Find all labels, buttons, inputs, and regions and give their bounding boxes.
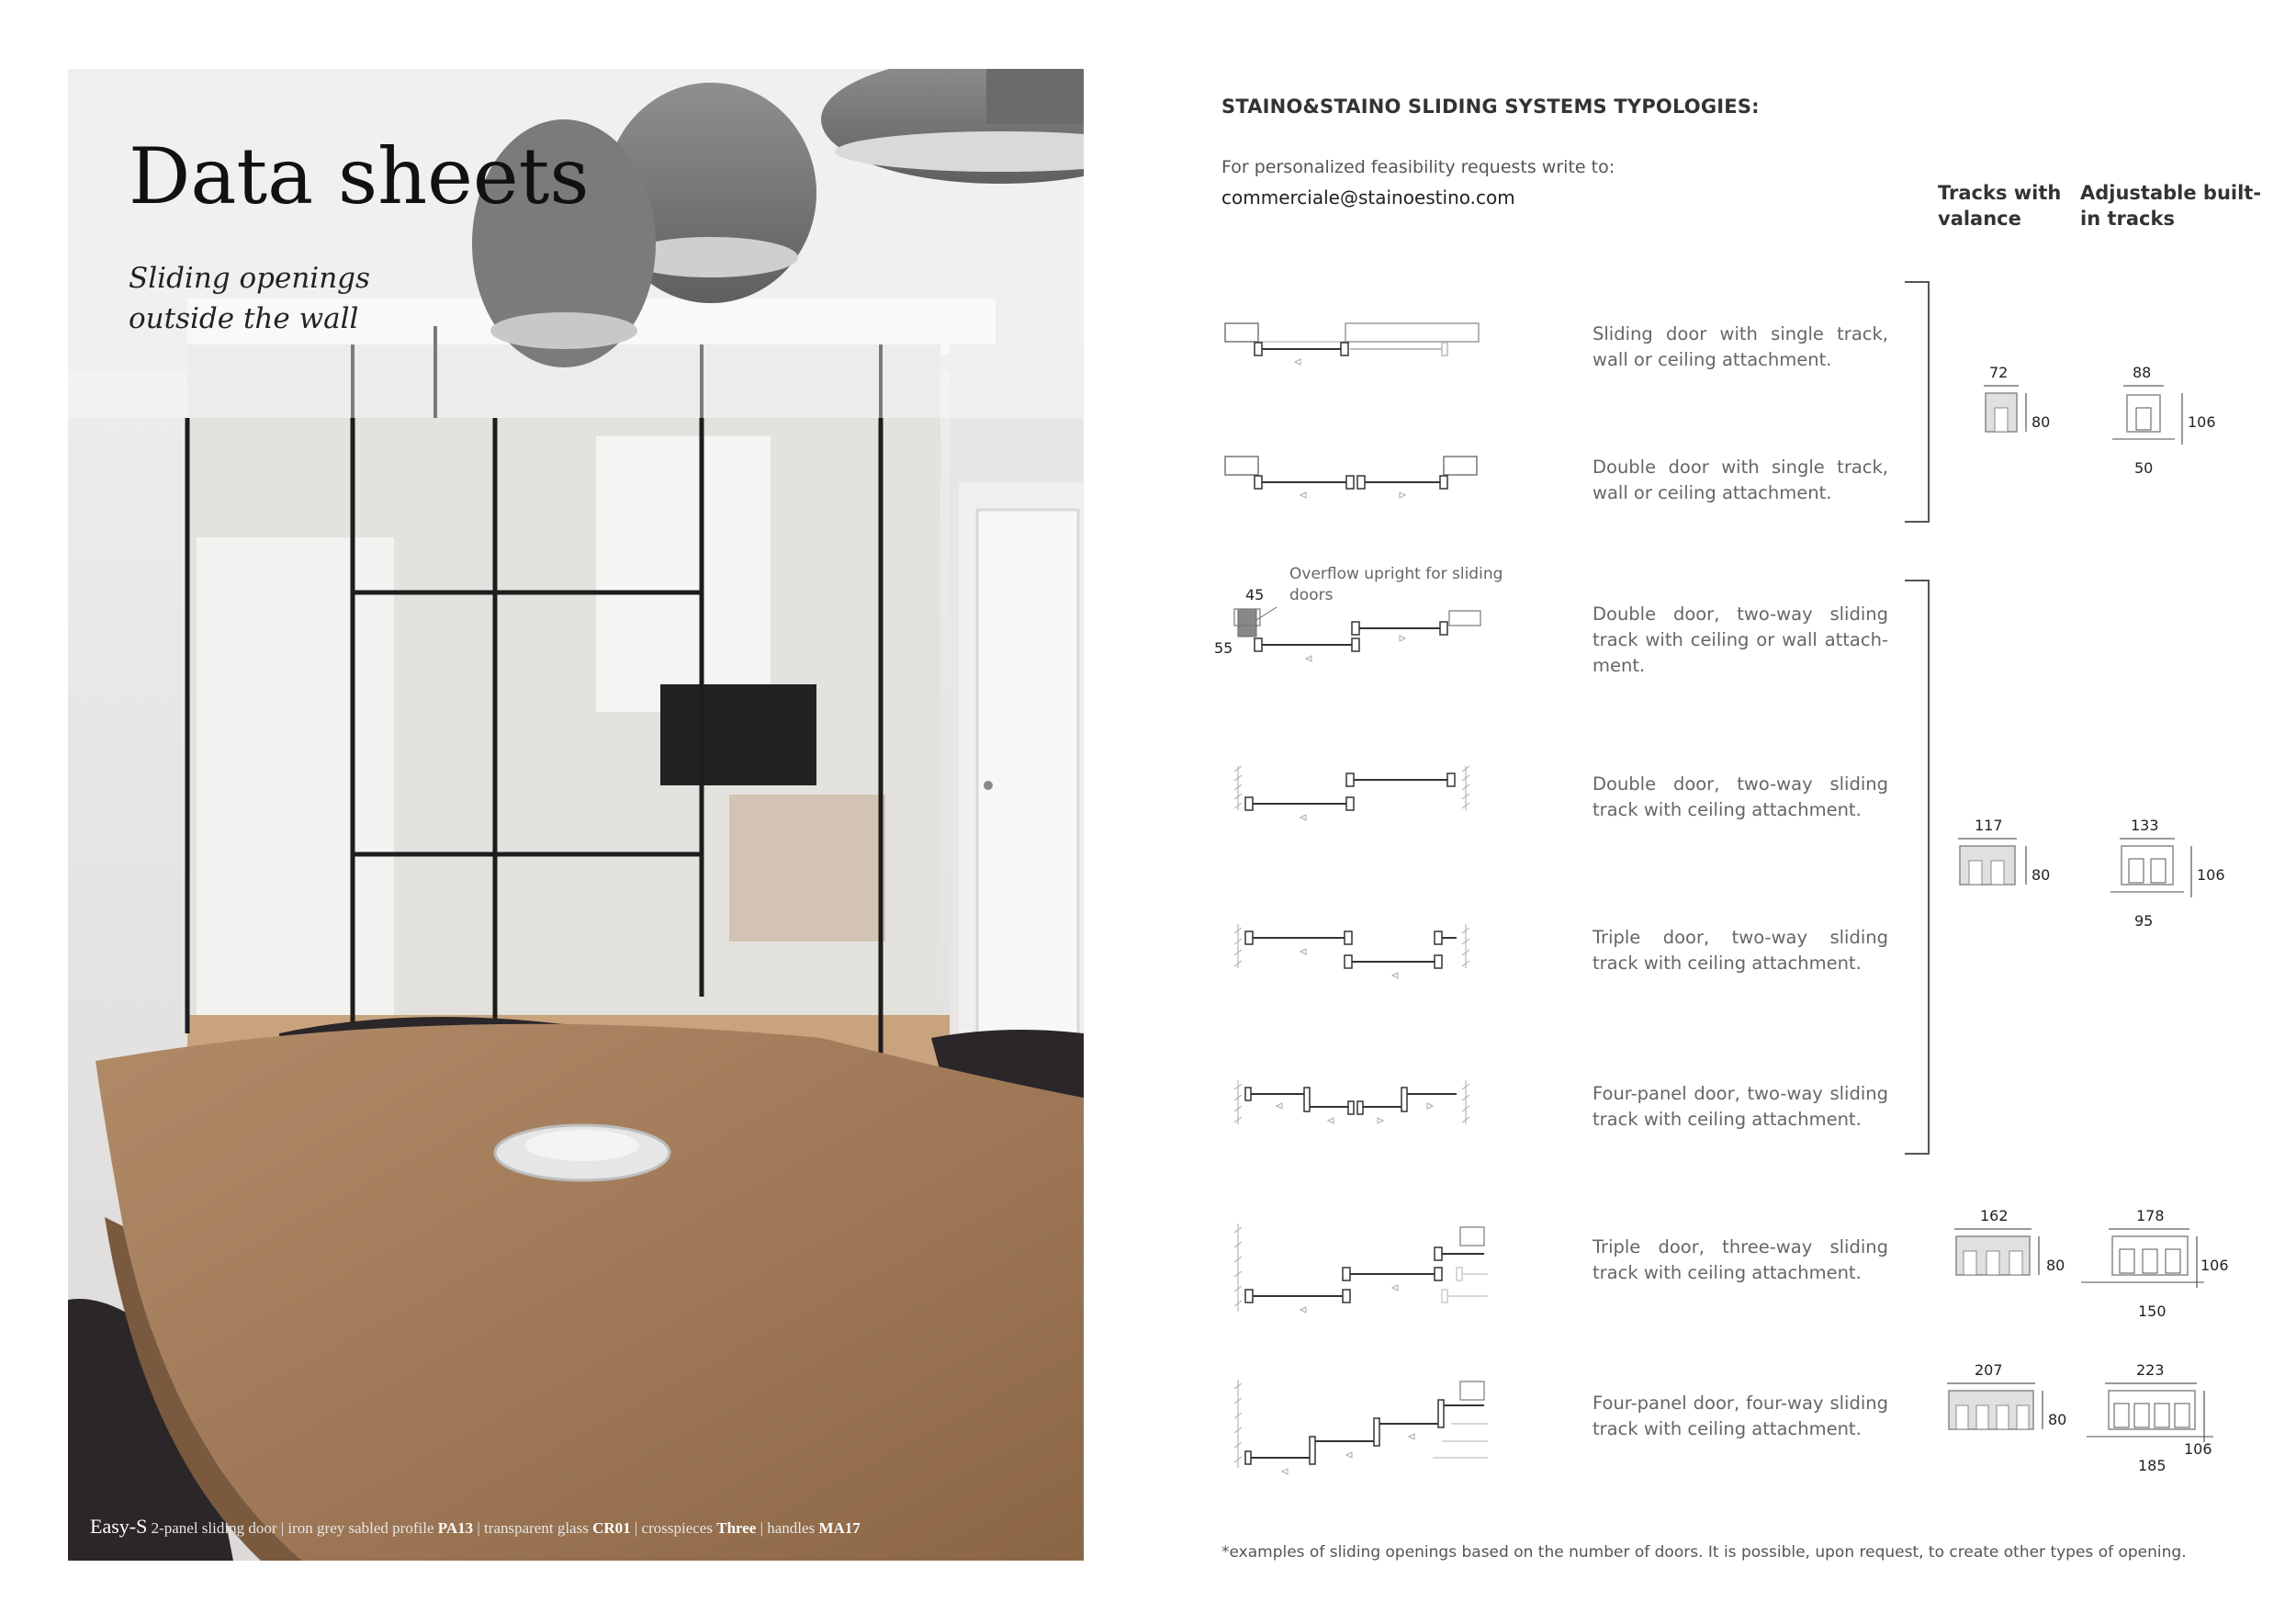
typology-row [1221,312,1892,413]
caption-code: CR01 [592,1519,631,1537]
valance-width: 207 [1975,1361,2003,1379]
column-header-valance [1938,180,2061,231]
builtin-width: 223 [2136,1361,2165,1379]
four-panel-two-way-diagram [1221,1077,1488,1178]
typology-description: Double door, two-way sliding track with ceiling or wall attach-ment. [1593,603,1888,676]
valance-width: 117 [1975,817,2003,834]
typology-description: Four-panel door, two-way sliding track with ceiling attachment. [1593,1083,1888,1130]
column-header-line: Adjustable built- [2080,182,2262,204]
builtin-base: 50 [2134,459,2154,477]
caption-text: 2-panel sliding door | iron grey sabled profile [147,1519,438,1537]
caption-product: Easy-S [90,1515,148,1538]
builtin-height: 106 [2188,413,2216,431]
callout-line: Overflow upright for sliding [1289,565,1503,583]
triple-door-two-way-diagram [1221,920,1488,1021]
caption-code: PA13 [437,1519,474,1537]
valance-height: 80 [2032,866,2051,884]
builtin-base: 185 [2138,1457,2167,1474]
valance-height: 80 [2048,1411,2067,1428]
typology-description: Four-panel door, four-way sliding track with ceiling attachment. [1593,1393,1888,1439]
column-header-line: Tracks with [1938,182,2062,204]
typology-description: Triple door, two-way sliding track with ceiling attachment. [1593,927,1888,974]
group-bracket-two-way [1903,579,1930,1156]
page-subtitle [129,258,370,339]
typology-description: Double door with single track, wall or ceiling attachment. [1593,457,1888,503]
builtin-base: 150 [2138,1303,2167,1320]
caption-text: | transparent glass [473,1519,593,1537]
builtin-base: 95 [2134,912,2154,930]
caption-code: MA17 [818,1519,861,1537]
triple-door-three-way-diagram [1221,1220,1488,1339]
column-header-line: in tracks [2080,208,2175,230]
footnote: *examples of sliding openings based on the number of doors. It is possible, upon request, to create other types of opening. [1221,1543,2187,1562]
double-door-single-track-diagram [1221,445,1488,547]
upright-width: 45 [1245,586,1265,603]
typology-row [1221,762,1892,863]
page-title: Data sheets [129,131,590,221]
typology-description: Double door, two-way sliding track with ceiling attachment. [1593,773,1888,820]
valance-height: 80 [2032,413,2051,431]
overflow-upright-note [1289,564,1512,606]
column-header-builtin [2080,180,2261,231]
callout-line: doors [1289,586,1334,604]
typology-row [1221,602,1892,703]
typology-row [1221,1077,1892,1178]
column-header-line: valance [1938,208,2021,230]
valance-width: 72 [1989,364,2009,381]
group-bracket-single-track [1903,280,1930,524]
section-heading: STAINO&STAINO SLIDING SYSTEMS TYPOLOGIES: [1221,96,1760,118]
caption-code: Three [716,1519,757,1537]
double-door-two-way-overflow-diagram [1221,602,1488,703]
builtin-width: 88 [2133,364,2152,381]
photo-caption [90,1515,861,1539]
typology-description: Triple door, three-way sliding track with ceiling attachment. [1593,1236,1888,1283]
builtin-height: 106 [2200,1257,2229,1274]
typology-row [1221,920,1892,1021]
contact-email[interactable]: commerciale@stainoestino.com [1221,186,1515,209]
typology-row [1221,1376,1892,1495]
builtin-height: 106 [2184,1440,2212,1458]
single-door-single-track-diagram [1221,312,1488,413]
subtitle-line: Sliding openings [129,262,370,295]
caption-text: | crosspieces [630,1519,717,1537]
typology-description: Sliding door with single track, wall or ceiling attachment. [1593,323,1888,370]
caption-text: | handles [756,1519,819,1537]
builtin-height: 106 [2197,866,2225,884]
interior-photo [68,69,1084,1561]
upright-height: 55 [1214,639,1233,657]
profile-set-double [1956,813,2225,932]
profile-set-quad [1940,1358,2215,1477]
typology-row [1221,1220,1892,1339]
builtin-width: 133 [2131,817,2159,834]
profile-set-triple [1947,1203,2229,1323]
four-panel-four-way-diagram [1221,1376,1488,1495]
double-door-two-way-ceiling-diagram [1221,762,1488,863]
valance-height: 80 [2046,1257,2065,1274]
profile-set-single [1965,360,2216,479]
subtitle-line: outside the wall [129,302,359,335]
request-text: For personalized feasibility requests write to: [1221,157,1615,177]
builtin-width: 178 [2136,1207,2165,1224]
valance-width: 162 [1980,1207,2009,1224]
typology-row [1221,445,1892,547]
